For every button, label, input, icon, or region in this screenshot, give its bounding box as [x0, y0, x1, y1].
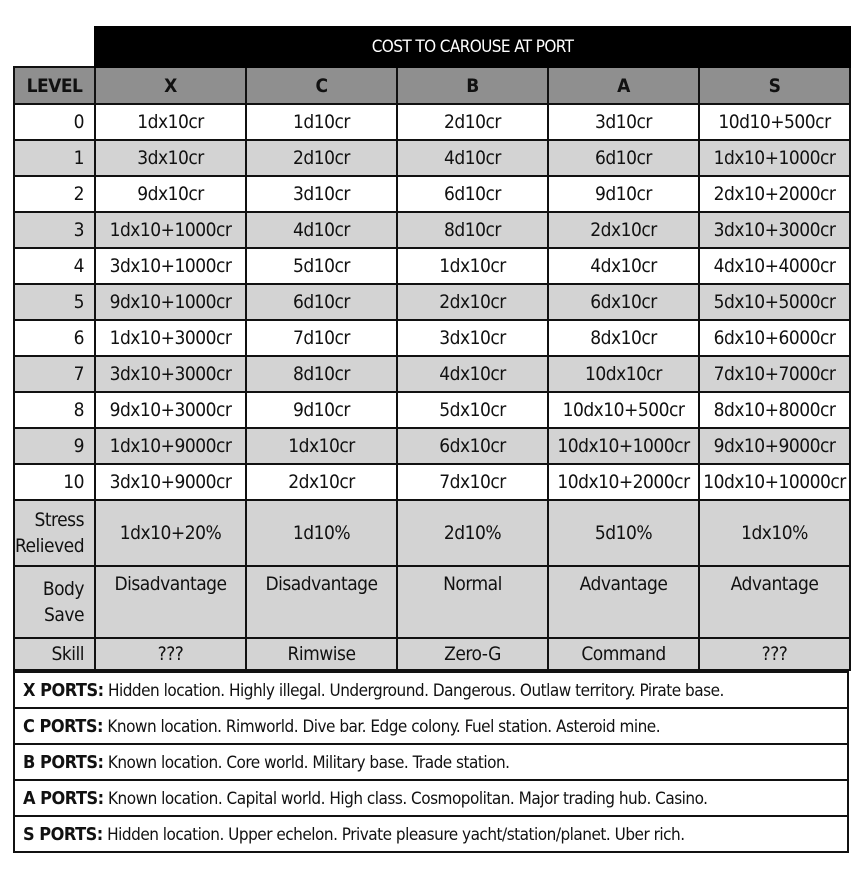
stress-value: 1d10% — [246, 500, 397, 566]
carouse-cost-table — [13, 26, 851, 671]
port-note-row — [14, 816, 848, 852]
body-save-value: Advantage — [548, 566, 699, 638]
port-note-key: C PORTS: — [23, 715, 103, 737]
level-cell: 6 — [14, 320, 95, 356]
cost-cell: 2dx10cr — [548, 212, 699, 248]
cost-cell: 3dx10+3000cr — [699, 212, 850, 248]
level-cell: 8 — [14, 392, 95, 428]
level-row — [14, 212, 850, 248]
port-note — [14, 744, 848, 780]
port-note-key: A PORTS: — [23, 787, 104, 809]
cost-cell: 9dx10+9000cr — [699, 428, 850, 464]
cost-cell: 7d10cr — [246, 320, 397, 356]
cost-cell: 10d10+500cr — [699, 104, 850, 140]
cost-cell: 3d10cr — [548, 104, 699, 140]
cost-cell: 1dx10+9000cr — [95, 428, 246, 464]
level-cell: 5 — [14, 284, 95, 320]
port-note-key: S PORTS: — [23, 823, 103, 845]
cost-cell: 2d10cr — [246, 140, 397, 176]
body-save-value: Advantage — [699, 566, 850, 638]
port-note-row — [14, 672, 848, 708]
stress-value: 1dx10+20% — [95, 500, 246, 566]
cost-cell: 3dx10+9000cr — [95, 464, 246, 500]
cost-cell: 2dx10cr — [246, 464, 397, 500]
cost-cell: 3dx10+1000cr — [95, 248, 246, 284]
port-header-b: B — [397, 67, 548, 104]
skill-value: ??? — [699, 638, 850, 670]
level-row — [14, 428, 850, 464]
level-row — [14, 284, 850, 320]
skill-value: ??? — [95, 638, 246, 670]
port-header-a: A — [548, 67, 699, 104]
port-note-row — [14, 708, 848, 744]
level-cell: 4 — [14, 248, 95, 284]
cost-cell: 3dx10cr — [397, 320, 548, 356]
cost-cell: 10dx10cr — [548, 356, 699, 392]
port-note — [14, 672, 848, 708]
cost-cell: 6d10cr — [246, 284, 397, 320]
port-note-text: Known location. Rimworld. Dive bar. Edge colony. Fuel station. Asteroid mine. — [103, 716, 661, 737]
cost-cell: 10dx10+2000cr — [548, 464, 699, 500]
port-note-key: B PORTS: — [23, 751, 104, 773]
port-note-text: Known location. Core world. Military base. Trade station. — [103, 752, 510, 773]
cost-cell: 2dx10cr — [397, 284, 548, 320]
port-note-key: X PORTS: — [23, 679, 104, 701]
port-note-text: Known location. Capital world. High class. Cosmopolitan. Major trading hub. Casino. — [103, 788, 708, 809]
port-header-c: C — [246, 67, 397, 104]
body-save-value: Disadvantage — [95, 566, 246, 638]
cost-cell: 5dx10cr — [397, 392, 548, 428]
cost-cell: 4dx10cr — [397, 356, 548, 392]
cost-cell: 1d10cr — [246, 104, 397, 140]
cost-cell: 9dx10+3000cr — [95, 392, 246, 428]
skill-value: Command — [548, 638, 699, 670]
level-cell: 7 — [14, 356, 95, 392]
table-title: COST TO CAROUSE AT PORT — [95, 27, 850, 67]
level-header: LEVEL — [14, 67, 95, 104]
stress-label: Stress Relieved — [14, 500, 95, 566]
cost-cell: 10dx10+500cr — [548, 392, 699, 428]
cost-cell: 2d10cr — [397, 104, 548, 140]
cost-cell: 4dx10cr — [548, 248, 699, 284]
cost-cell: 10dx10+10000cr — [699, 464, 850, 500]
level-row — [14, 320, 850, 356]
stress-relieved-row — [14, 500, 850, 566]
port-note — [14, 708, 848, 744]
level-cell: 1 — [14, 140, 95, 176]
cost-cell: 6dx10cr — [397, 428, 548, 464]
cost-cell: 6d10cr — [548, 140, 699, 176]
cost-cell: 7dx10+7000cr — [699, 356, 850, 392]
cost-cell: 5dx10+5000cr — [699, 284, 850, 320]
cost-cell: 7dx10cr — [397, 464, 548, 500]
cost-cell: 1dx10cr — [95, 104, 246, 140]
level-row — [14, 356, 850, 392]
header-blank-cell — [14, 27, 95, 67]
port-note-text: Hidden location. Highly illegal. Underground. Dangerous. Outlaw territory. Pirate base. — [103, 680, 724, 701]
level-row — [14, 104, 850, 140]
level-cell: 2 — [14, 176, 95, 212]
level-row — [14, 248, 850, 284]
port-note-row — [14, 780, 848, 816]
cost-cell: 2dx10+2000cr — [699, 176, 850, 212]
cost-cell: 9dx10cr — [95, 176, 246, 212]
stress-value: 5d10% — [548, 500, 699, 566]
skill-value: Rimwise — [246, 638, 397, 670]
cost-cell: 1dx10+1000cr — [95, 212, 246, 248]
level-cell: 3 — [14, 212, 95, 248]
stress-value: 2d10% — [397, 500, 548, 566]
cost-cell: 4d10cr — [397, 140, 548, 176]
cost-cell: 1dx10cr — [246, 428, 397, 464]
cost-cell: 3dx10+3000cr — [95, 356, 246, 392]
port-note — [14, 780, 848, 816]
port-header-s: S — [699, 67, 850, 104]
cost-cell: 8d10cr — [246, 356, 397, 392]
cost-cell: 5d10cr — [246, 248, 397, 284]
port-note — [14, 816, 848, 852]
skill-value: Zero-G — [397, 638, 548, 670]
cost-cell: 1dx10+1000cr — [699, 140, 850, 176]
level-cell: 0 — [14, 104, 95, 140]
level-row — [14, 464, 850, 500]
body-save-label: Body Save — [14, 566, 95, 638]
cost-cell: 1dx10+3000cr — [95, 320, 246, 356]
cost-cell: 9d10cr — [548, 176, 699, 212]
level-cell: 9 — [14, 428, 95, 464]
cost-cell: 9d10cr — [246, 392, 397, 428]
cost-cell: 6d10cr — [397, 176, 548, 212]
cost-cell: 6dx10+6000cr — [699, 320, 850, 356]
port-header-x: X — [95, 67, 246, 104]
level-cell: 10 — [14, 464, 95, 500]
body-save-value: Disadvantage — [246, 566, 397, 638]
cost-cell: 10dx10+1000cr — [548, 428, 699, 464]
level-row — [14, 392, 850, 428]
port-note-row — [14, 744, 848, 780]
cost-cell: 9dx10+1000cr — [95, 284, 246, 320]
level-row — [14, 140, 850, 176]
carouse-cost-table-wrapper — [13, 26, 849, 853]
cost-cell: 3dx10cr — [95, 140, 246, 176]
column-header-row — [14, 67, 850, 104]
cost-cell: 6dx10cr — [548, 284, 699, 320]
port-notes-table — [13, 671, 849, 853]
body-save-row — [14, 566, 850, 638]
cost-cell: 3d10cr — [246, 176, 397, 212]
cost-cell: 8d10cr — [397, 212, 548, 248]
cost-cell: 8dx10+8000cr — [699, 392, 850, 428]
stress-value: 1dx10% — [699, 500, 850, 566]
cost-cell: 1dx10cr — [397, 248, 548, 284]
cost-cell: 4d10cr — [246, 212, 397, 248]
level-row — [14, 176, 850, 212]
cost-cell: 8dx10cr — [548, 320, 699, 356]
skill-row — [14, 638, 850, 670]
port-note-text: Hidden location. Upper echelon. Private pleasure yacht/station/planet. Uber rich. — [102, 824, 685, 845]
cost-cell: 4dx10+4000cr — [699, 248, 850, 284]
body-save-value: Normal — [397, 566, 548, 638]
skill-label: Skill — [14, 638, 95, 670]
